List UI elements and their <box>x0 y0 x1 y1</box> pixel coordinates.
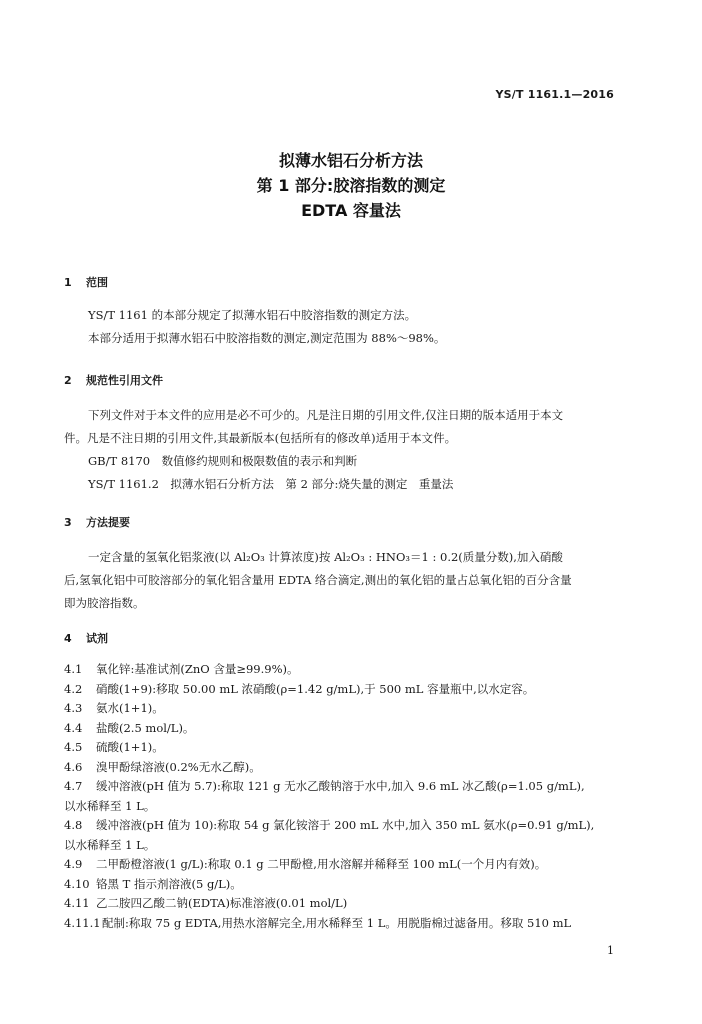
list-item <box>64 894 634 914</box>
item-number: 4.1 <box>64 662 83 676</box>
section-number: 2 <box>64 374 72 387</box>
item-number: 4.7 <box>64 779 83 793</box>
item-number: 4.9 <box>64 857 83 871</box>
reagent-list <box>64 660 634 933</box>
paragraph-line: 下列文件对于本文件的应用是必不可少的。凡是注日期的引用文件,仅注日期的版本适用于本文 <box>88 408 564 422</box>
item-number: 4.6 <box>64 759 83 774</box>
item-text: 缓冲溶液(pH 值为 10):称取 54 g 氯化铵溶于 200 mL 水中,加入 350 mL 氨水(ρ=0.91 g/mL), <box>96 818 595 832</box>
paragraph-line: 后,氢氧化铝中可胶溶部分的氧化铝含量用 EDTA 络合滴定,测出的氧化铝的量占总氧化铝的百分含量 <box>64 573 572 587</box>
section-title: 试剂 <box>86 632 108 645</box>
item-continuation: 以水稀释至 1 L。 <box>64 798 156 813</box>
list-item <box>64 816 634 836</box>
title-line-2: 第 1 部分:胶溶指数的测定 <box>256 176 446 195</box>
item-text: 溴甲酚绿溶液(0.2%无水乙醇)。 <box>96 759 261 774</box>
item-text: 缓冲溶液(pH 值为 5.7):称取 121 g 无水乙酸钠溶于水中,加入 9.6 mL 冰乙酸(ρ=1.05 g/mL), <box>96 779 585 793</box>
title-line-1: 拟薄水铝石分析方法 <box>278 151 423 170</box>
section-title: 范围 <box>86 276 108 289</box>
item-text: 氨水(1+1)。 <box>96 701 164 715</box>
list-item <box>64 719 634 739</box>
section-2-heading <box>64 372 163 388</box>
section-number: 4 <box>64 632 72 645</box>
section-3-heading <box>64 514 130 530</box>
list-item <box>64 914 634 934</box>
list-item <box>64 758 634 778</box>
item-text: 氧化锌:基准试剂(ZnO 含量≥99.9%)。 <box>96 662 299 676</box>
reference-yst-1161-2: YS/T 1161.2 拟薄水铝石分析方法 第 2 部分:烧失量的测定 重量法 <box>88 477 454 491</box>
paragraph-line: 即为胶溶指数。 <box>64 596 145 610</box>
item-text: 铬黑 T 指示剂溶液(5 g/L)。 <box>96 876 242 891</box>
section-title: 规范性引用文件 <box>86 374 163 387</box>
item-text: 盐酸(2.5 mol/L)。 <box>96 720 195 735</box>
item-number: 4.10 <box>64 876 90 891</box>
item-number: 4.4 <box>64 720 83 735</box>
list-item <box>64 875 634 895</box>
list-item <box>64 660 634 680</box>
paragraph-line: 一定含量的氢氧化铝浆液(以 Al₂O₃ 计算浓度)按 Al₂O₃ : HNO₃＝1 : 0.2(质量分数),加入硝酸 <box>88 550 563 564</box>
list-item <box>64 738 634 758</box>
title-line-3: EDTA 容量法 <box>301 201 401 220</box>
section-1-body <box>64 304 632 350</box>
item-number: 4.5 <box>64 740 83 754</box>
section-3-body <box>64 546 632 615</box>
standard-code: YS/T 1161.1—2016 <box>495 88 614 101</box>
document-title <box>0 148 702 223</box>
item-number: 4.8 <box>64 818 83 832</box>
list-item <box>64 855 634 875</box>
item-continuation: 以水稀释至 1 L。 <box>64 837 156 852</box>
page-number: 1 <box>607 944 614 957</box>
item-number: 4.11.1 <box>64 915 101 930</box>
section-1-heading <box>64 274 108 290</box>
paragraph-line: 件。凡是不注日期的引用文件,其最新版本(包括所有的修改单)适用于本文件。 <box>64 431 457 445</box>
reference-gbt-8170: GB/T 8170 数值修约规则和极限数值的表示和判断 <box>88 454 358 468</box>
section-2-body <box>64 404 632 496</box>
item-text: 硝酸(1+9):移取 50.00 mL 浓硝酸(ρ=1.42 g/mL),于 500 mL 容量瓶中,以水定容。 <box>96 681 535 696</box>
list-item <box>64 680 634 700</box>
list-item <box>64 777 634 797</box>
section-4-heading <box>64 630 108 646</box>
item-text: 乙二胺四乙酸二钠(EDTA)标准溶液(0.01 mol/L) <box>96 896 348 910</box>
section-title: 方法提要 <box>86 516 130 529</box>
item-number: 4.3 <box>64 701 83 715</box>
item-text: 配制:称取 75 g EDTA,用热水溶解完全,用水稀释至 1 L。用脱脂棉过滤备用。移取 510 mL <box>102 915 572 930</box>
list-item <box>64 699 634 719</box>
section-number: 1 <box>64 276 72 289</box>
item-text: 硫酸(1+1)。 <box>96 740 164 754</box>
paragraph-line: 本部分适用于拟薄水铝石中胶溶指数的测定,测定范围为 88%～98%。 <box>88 331 446 345</box>
item-number: 4.11 <box>64 896 90 910</box>
section-number: 3 <box>64 516 72 529</box>
item-number: 4.2 <box>64 681 83 696</box>
item-text: 二甲酚橙溶液(1 g/L):称取 0.1 g 二甲酚橙,用水溶解并稀释至 100 mL(一个月内有效)。 <box>96 857 547 871</box>
paragraph-line: YS/T 1161 的本部分规定了拟薄水铝石中胶溶指数的测定方法。 <box>88 308 417 322</box>
